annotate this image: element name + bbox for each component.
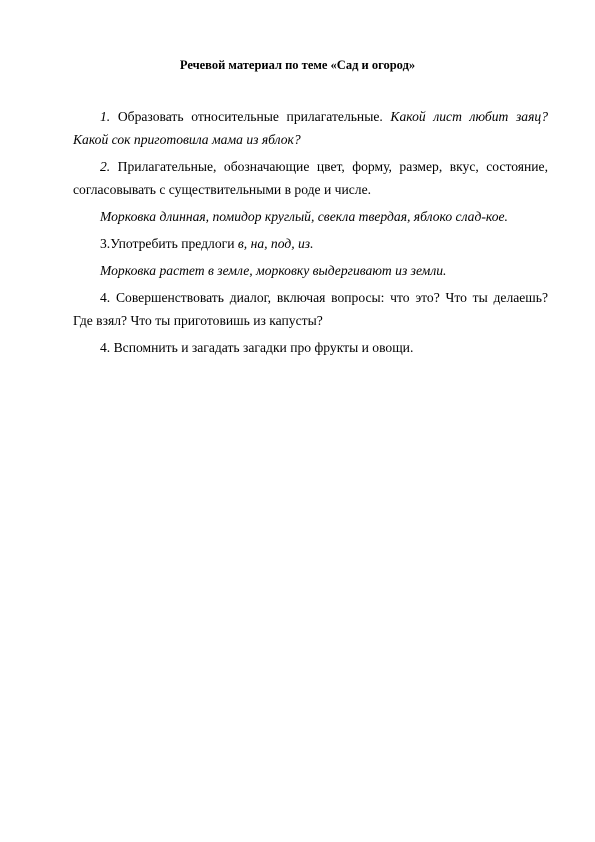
paragraph-3 [73,232,548,255]
paragraph-1 [73,105,548,151]
document-title: Речевой материал по теме «Сад и огород» [179,58,416,72]
paragraph-text: Совершенствовать диалог, включая вопросы: что это? Что ты делаешь? Где взял? Что ты приготовишь из капусты? [73,290,548,328]
example-text: Морковка растет в земле, морковку выдергивают из земли. [100,263,447,278]
paragraph-text: Вспомнить и загадать загадки про фрукты и овощи. [110,340,414,355]
paragraph-2 [73,155,548,201]
paragraph-text: Употребить предлоги [110,236,238,251]
item-number: 3. [100,236,111,251]
example-paragraph-3 [73,259,548,282]
paragraph-4 [73,286,548,332]
document-body [73,105,548,363]
paragraph-text: Образовать относительные прилагательные. [110,109,391,124]
paragraph-5 [73,336,548,359]
example-text: Морковка длинная, помидор круглый, свекла твердая, яблоко слад-кое. [100,209,508,224]
paragraph-text: Прилагательные, обозначающие цвет, форму, размер, вкус, состояние, согласовывать с существительными в роде и числе. [73,159,548,197]
item-number: 4. [100,340,111,355]
example-text: в, на, под, из. [237,236,314,251]
example-paragraph-2 [73,205,548,228]
example-text: Какой лист любит заяц? Какой сок приготовила мама из яблок? [73,109,549,147]
item-number: 4. [100,290,111,305]
item-number: 1. [100,109,111,124]
item-number: 2. [100,159,111,174]
